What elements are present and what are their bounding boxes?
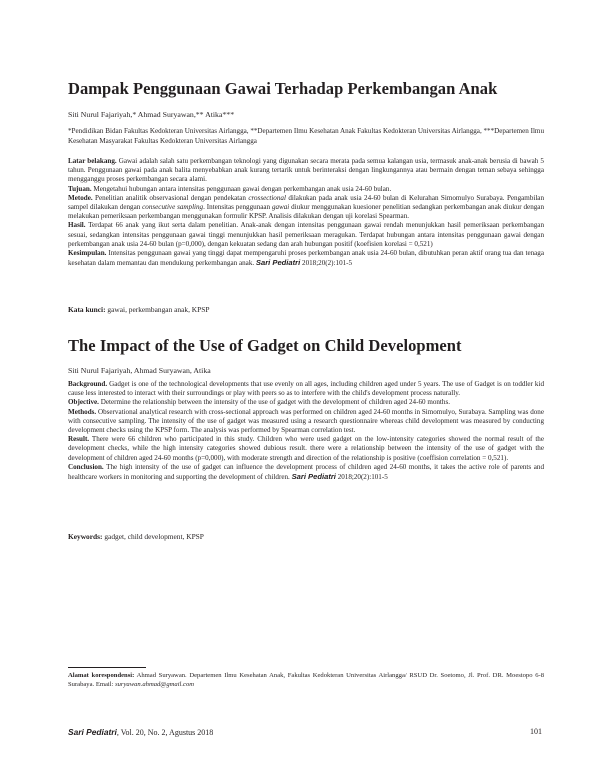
keywords-label: Keywords: [68,532,103,541]
citation-ref: 2018;20(2):101-5 [335,473,388,482]
section-label: Hasil. [68,221,86,230]
footer-journal-name: Sari Pediatri [68,727,117,737]
italic-term: gawai [271,203,290,212]
page-footer [68,726,544,738]
section-label: Methods. [68,407,97,416]
section-label: Result. [68,435,90,444]
section-text: Terdapat 66 anak yang ikut serta dalam penelitian. Anak-anak dengan intensitas penggunaan gawai rendah menunjukkan hasil pemeriksaan perkembangan sesuai, sedangkan intensitas penggunaan gawai tinggi menunjukkan hasil pemeriksaan meragukan. Terdapat hubungan antara intensitas penggunaan gawai dengan perkembangan anak usia 24-60 bulan (p=0,000), dengan kekuatan sedang dan arah hubungan positif (koefisien korelasi = 0,521) [68,221,544,248]
abstract-objective-en [68,398,544,407]
author-affiliations: *Pendidikan Bidan Fakultas Kedokteran Universitas Airlangga, **Departemen Ilmu Kesehatan Anak Fakultas Kedokteran Universitas Airlangga, ***Departemen Ilmu Kesehatan Masyarakat Fakultas Kedokteran Universitas Airlangga [68,127,544,145]
keywords-english [68,532,544,542]
footer-issue: , Vol. 20, No. 2, Agustus 2018 [116,728,214,737]
article-page [68,0,544,782]
keywords-label: Kata kunci: [68,305,106,314]
abstract-indonesian [68,157,544,268]
authors-english: Siti Nurul Fajariyah, Ahmad Suryawan, Atika [68,366,211,375]
footnote-label: Alamat korespondensi: [68,672,135,679]
section-text: There were 66 children who participated in this study. Children who were used gadget on the low-intensity categories showed the normal result of the development checks, while the high intensity categories showed dubious result. there were a relationship between the intensity of the use of gadget with the development of children aged 24-60 months (p=0,000), with moderate strength and direction of the relationship is positive (coeffision correlation = 0,521). [68,435,544,462]
section-text: Observational analytical research with cross-sectional approach was performed on children aged 24-60 months in Simomulyo, Surabaya. Sampling was done with consecutive sampling. The intensity of the use of gadget was measured using a research questionnaire whereas child development was measured by conducting development checks using the KPSP form. The analysis was performed by Spearman correlation test. [68,407,544,435]
authors-indonesian: Siti Nurul Fajariyah,* Ahmad Suryawan,** Atika*** [68,110,235,119]
section-text: dilakukan pada anak usia 24-60 bulan di Kelurahan Simomulyo Surabaya. Pengambilan sampel dilakukan dengan [68,193,545,212]
keywords-indonesian [68,305,544,315]
abstract-background-en [68,380,544,398]
abstract-conclusion-en [68,463,544,482]
keywords-text: gadget, child development, KPSP [102,532,204,541]
page-number: 101 [530,727,542,736]
citation-journal: Sari Pediatri [291,472,336,482]
section-text: Gawai adalah salah satu perkembangan teknologi yang digunakan secara merata pada semua kalangan usia, termasuk anak-anak berusia di bawah 5 tahun. Penggunaan gawai pada anak balita menyebabkan anak kurang tertarik untuk berinteraksi dengan lingkungannya atau bermain dengan teman sebaya sehingga mengganggu proses perkembangan secara alami. [68,157,544,184]
italic-term: consecutive sampling [142,203,204,212]
abstract-background-id [68,157,544,185]
section-text: diukur menggunakan kuesioner penelitian sedangkan perkembangan anak diukur dengan melakukan pemeriksaan perkembangan menggunakan formulir KPSP. Analisis dilakukan dengan uji korelasi Spearman. [68,203,544,221]
section-label: Conclusion. [68,462,104,471]
abstract-methods-en [68,408,544,436]
section-label: Tujuan. [68,184,92,193]
citation-ref: 2018;20(2):101-5 [300,259,353,268]
footnote-email: suryawan.ahmad@gmail.com [115,681,195,688]
section-label: Kesimpulan. [68,249,107,258]
correspondence-footnote [68,671,544,689]
keywords-text: gawai, perkembangan anak, KPSP [105,305,210,314]
section-label: Background. [68,380,108,388]
section-text: Intensitas penggunaan gawai yang tinggi dapat mempengaruhi proses perkembangan anak usia 24-60 bulan, dibutuhkan peran aktif orang tua dan tenaga kesehatan dalam memantau dan mendukung perkembangan anak. [68,249,544,268]
section-label: Objective. [68,398,99,407]
section-text: Penelitian analitik observasional dengan pendekatan [92,193,249,202]
italic-term: crossectional [248,193,286,202]
citation-journal: Sari Pediatri [255,258,301,268]
section-text: Gadget is one of the technological developments that use evenly on all ages, including children aged under 5 years. The use of Gadget is on toddler kid cause less interested to interact with their surroundings or play with peers so as to interfere with the child's development process naturally. [68,380,544,398]
abstract-conclusion-id [68,249,544,268]
article-title-indonesian: Dampak Penggunaan Gawai Terhadap Perkembangan Anak [68,79,498,98]
section-text: The high intensity of the use of gadget can influence the development process of children aged 24-60 months, it takes the active role of parents and healthcare workers in monitoring and supporting the development of children. [68,462,544,482]
abstract-results-en [68,435,544,463]
abstract-results-id [68,221,544,249]
abstract-methods-id [68,194,544,222]
section-text: Determine the relationship between the intensity of the use of gadget with the development of children aged 24-60 months. [98,398,450,407]
section-label: Latar belakang. [68,157,117,165]
footer-journal-info [68,726,213,739]
footnote-divider [68,667,146,668]
section-label: Metode. [68,193,93,202]
section-text: Mengetahui hubungan antara intensitas penggunaan gawai dengan perkembangan anak usia 24-60 bulan. [91,184,392,193]
abstract-objective-id [68,185,544,194]
abstract-english [68,380,544,482]
section-text: . Intensitas penggunaan [203,203,272,212]
article-title-english: The Impact of the Use of Gadget on Child Development [68,336,462,355]
footnote-text: Ahmad Suryawan. Departemen Ilmu Kesehatan Anak, Fakultas Kedokteran Universitas Airlangga/ RSUD Dr. Soetomo, Jl. Prof. DR. Moestopo 6-8 Surabaya. Email: [68,672,544,688]
